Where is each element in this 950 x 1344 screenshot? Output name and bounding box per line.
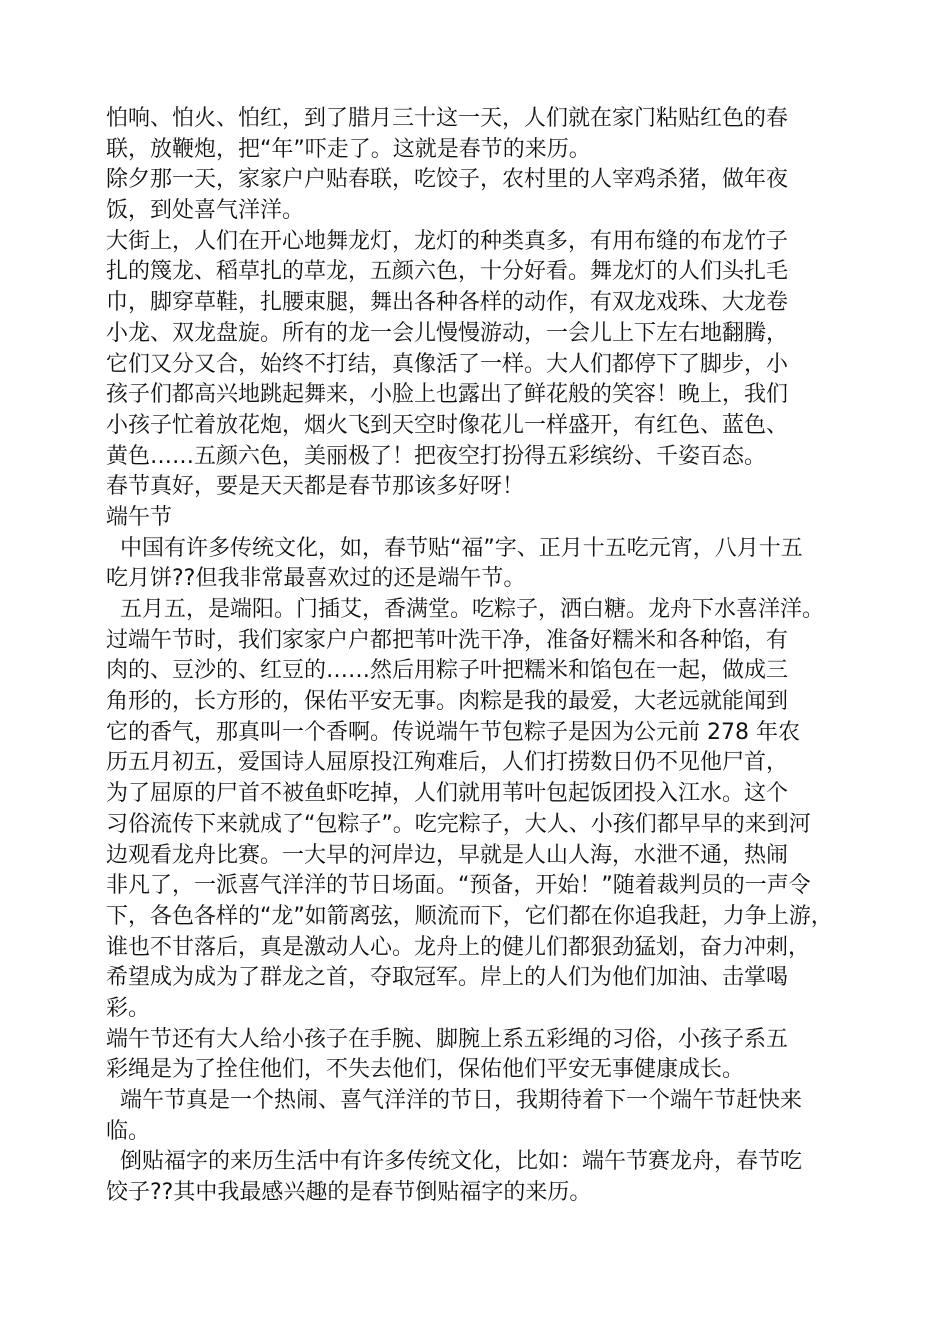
text-line: 巾，脚穿草鞋，扎腰束腿，舞出各种各样的动作，有双龙戏珠、大龙卷 <box>106 290 789 316</box>
text-line: 彩。 <box>106 995 151 1021</box>
text-line: 肉的、豆沙的、红豆的……然后用粽子叶把糯米和馅包在一起，做成三 <box>106 658 789 684</box>
text-line: 习俗流传下来就成了“包粽子”。吃完粽子，大人、小孩们都早早的来到河 <box>106 811 811 837</box>
text-line: 大街上，人们在开心地舞龙灯，龙灯的种类真多，有用布缝的布龙竹子 <box>106 228 789 254</box>
text-line: 希望成为成为了群龙之首，夺取冠军。岸上的人们为他们加油、击掌喝 <box>106 965 789 991</box>
text-line: 边观看龙舟比赛。一大早的河岸边，早就是人山人海，水泄不通，热闹 <box>106 842 789 868</box>
text-line: 它们又分又合，始终不打结，真像活了一样。大人们都停下了脚步，小 <box>106 351 789 377</box>
text-line: 历五月初五，爱国诗人屈原投江殉难后，人们打捞数日仍不见他尸首， <box>106 750 789 776</box>
text-line: 倒贴福字的来历生活中有许多传统文化，比如：端午节赛龙舟，春节吃 <box>106 1149 802 1175</box>
text-line: 怕响、怕火、怕红，到了腊月三十这一天，人们就在家门粘贴红色的春 <box>106 106 789 131</box>
text-line: 饭，到处喜气洋洋。 <box>106 198 305 224</box>
text-line: 彩绳是为了拴住他们，不失去他们，保佑他们平安无事健康成长。 <box>106 1057 745 1083</box>
text-line: 非凡了，一派喜气洋洋的节日场面。“预备，开始！”随着裁判员的一声令 <box>106 873 811 899</box>
text-line: 联，放鞭炮，把“年”吓走了。这就是春节的来历。 <box>106 136 591 162</box>
text-line: 小孩子忙着放花炮，烟火飞到天空时像花儿一样盛开，有红色、蓝色、 <box>106 412 789 438</box>
text-line: 中国有许多传统文化，如，春节贴“福”字、正月十五吃元宵，八月十五 <box>106 535 803 561</box>
text-line: 临。 <box>106 1118 151 1144</box>
text-line: 吃月饼??但我非常最喜欢过的还是端午节。 <box>106 566 526 592</box>
text-line: 下，各色各样的“龙”如箭离弦，顺流而下，它们都在你追我赶，力争上游， <box>106 903 833 929</box>
text-line: 端午节真是一个热闹、喜气洋洋的节日，我期待着下一个端午节赶快来 <box>106 1088 802 1113</box>
text-line: 端午节还有大人给小孩子在手腕、脚腕上系五彩绳的习俗，小孩子系五 <box>106 1026 789 1052</box>
document-body <box>106 104 866 1209</box>
text-line: 小龙、双龙盘旋。所有的龙一会儿慢慢游动，一会儿上下左右地翻腾， <box>106 320 789 346</box>
text-line: 扎的篾龙、稻草扎的草龙，五颜六色，十分好看。舞龙灯的人们头扎毛 <box>106 259 789 285</box>
text-line: 为了屈原的尸首不被鱼虾吃掉，人们就用苇叶包起饭团投入江水。这个 <box>106 781 789 807</box>
section-heading: 端午节 <box>106 504 173 530</box>
text-line: 五月五，是端阳。门插艾，香满堂。吃粽子，洒白糖。龙舟下水喜洋洋。 <box>106 597 824 622</box>
text-line: 春节真好，要是天天都是春节那该多好呀！ <box>106 474 525 500</box>
text-line: 角形的，长方形的，保佑平安无事。肉粽是我的最爱，大老远就能闻到 <box>106 689 789 715</box>
text-line: 过端午节时，我们家家户户都把苇叶洗干净，准备好糯米和各种馅，有 <box>106 627 789 653</box>
text-line: 饺子??其中我最感兴趣的是春节倒贴福字的来历。 <box>106 1180 592 1206</box>
text-line: 除夕那一天，家家户户贴春联，吃饺子，农村里的人宰鸡杀猪，做年夜 <box>106 167 789 193</box>
text-line: 它的香气，那真叫一个香啊。传说端午节包粽子是因为公元前 278 年农 <box>106 719 800 745</box>
text-line: 黄色……五颜六色，美丽极了！把夜空打扮得五彩缤纷、千姿百态。 <box>106 443 767 469</box>
text-line: 谁也不甘落后，真是激动人心。龙舟上的健儿们都狠劲猛划，奋力冲刺， <box>106 934 811 960</box>
text-line: 孩子们都高兴地跳起舞来，小脸上也露出了鲜花般的笑容！晚上，我们 <box>106 382 789 408</box>
